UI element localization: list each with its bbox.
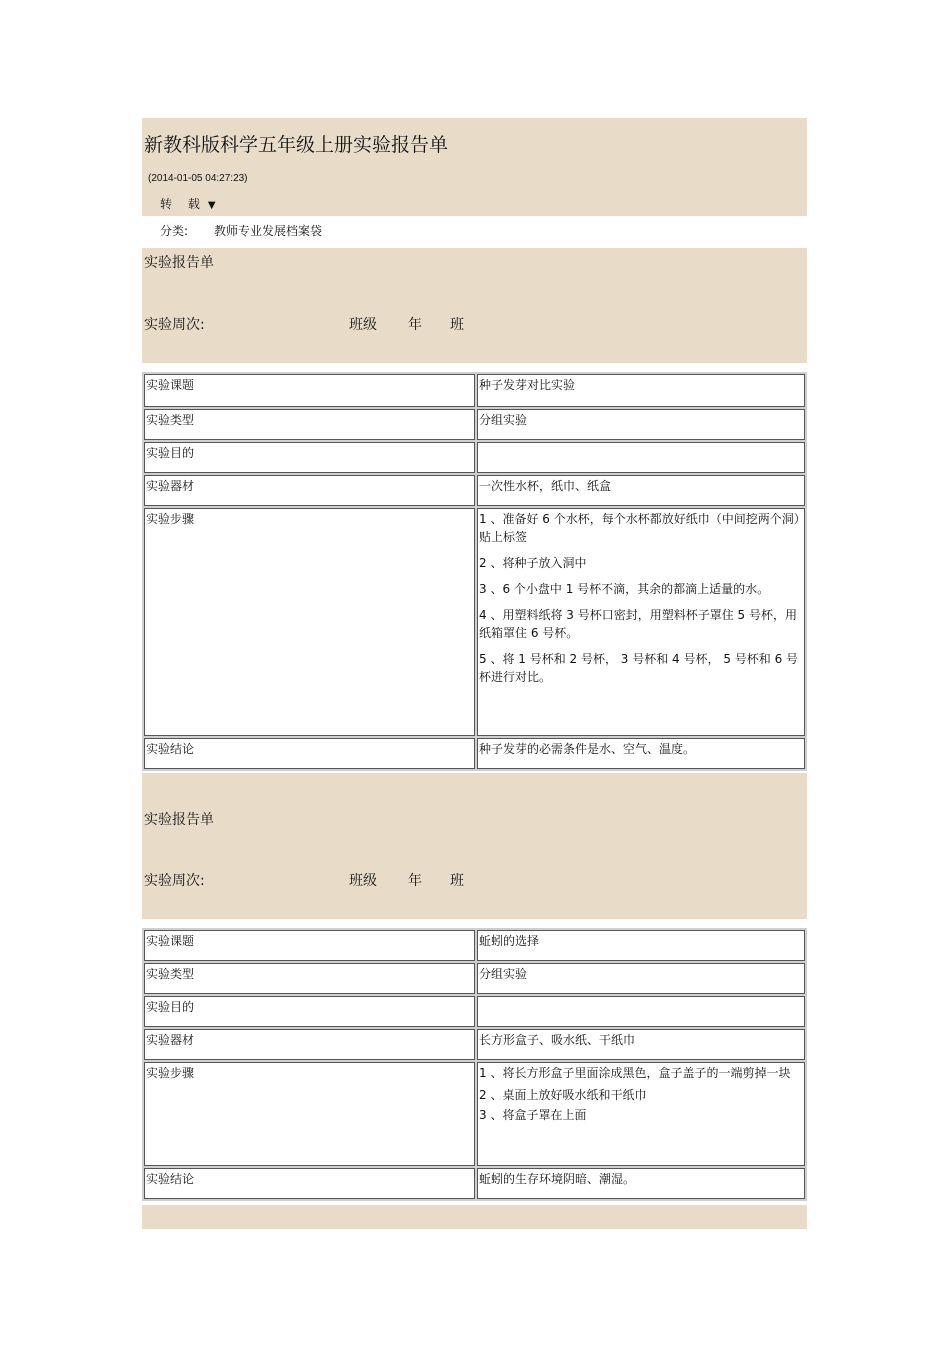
report-table [142,928,807,1201]
table-row [144,996,805,1027]
row-value: 一次性水杯，纸巾、纸盒 [477,475,805,506]
article-title: 新教科版科学五年级上册实验报告单 [144,134,449,156]
row-value [477,996,805,1027]
row-value: 蚯蚓的生存环境阴暗、潮湿。 [477,1168,805,1199]
row-value: 种子发芽的必需条件是水、空气、温度。 [477,738,805,769]
table-row [144,475,805,506]
article-header [142,118,807,216]
step-item: 4 、用塑料纸将 3 号杯口密封，用塑料杯子罩住 5 号杯，用纸箱罩住 6 号杯。 [479,608,797,640]
steps-cell [477,1062,805,1166]
step-item: 1 、准备好 6 个水杯，每个水杯都放好纸巾（中间挖两个洞）贴上标签 [479,512,800,544]
step-item: 5 、将 1 号杯和 2 号杯， 3 号杯和 4 号杯， 5 号杯和 6 号杯进行对比。 [479,652,799,684]
row-key: 实验课题 [144,374,475,407]
row-key: 实验课题 [144,930,475,961]
week-label: 实验周次: [144,317,205,333]
row-key: 实验步骤 [144,508,475,736]
report-table [142,372,807,771]
table-row [144,442,805,473]
table-row [144,1029,805,1060]
row-key: 实验器材 [144,475,475,506]
row-value: 分组实验 [477,409,805,440]
table-row [144,738,805,769]
table-row [144,374,805,407]
report-header [142,248,807,363]
row-key: 实验步骤 [144,1062,475,1166]
table-row [144,1062,805,1166]
step-item: 1 、将长方形盒子里面涂成黑色，盒子盖子的一端剪掉一块 [479,1066,791,1080]
step-item: 3 、6 个小盘中 1 号杯不滴，其余的都滴上适量的水。 [479,582,770,596]
category-link[interactable]: 教师专业发展档案袋 [214,224,323,238]
row-key: 实验目的 [144,442,475,473]
week-label: 实验周次: [144,873,205,889]
step-item: 2 、将种子放入洞中 [479,556,587,570]
step-item: 3 、将盒子罩在上面 [479,1108,587,1122]
row-key: 实验结论 [144,1168,475,1199]
row-value: 长方形盒子、吸水纸、干纸巾 [477,1029,805,1060]
table-row [144,1168,805,1199]
class-label: 班级 [349,317,377,333]
row-key: 实验结论 [144,738,475,769]
row-value: 蚯蚓的选择 [477,930,805,961]
table-row [144,930,805,961]
row-key: 实验器材 [144,1029,475,1060]
ban-label: 班 [450,317,464,333]
row-key: 实验类型 [144,963,475,994]
steps-cell [477,508,805,736]
report-header [142,773,807,919]
category-label: 分类: [160,224,189,238]
footer-band [142,1205,807,1229]
repost-label: 转 载 [160,197,206,211]
article-date: (2014-01-05 04:27:23) [148,173,248,184]
repost-button[interactable] [160,195,216,212]
table-row [144,409,805,440]
table-row [144,963,805,994]
row-value [477,442,805,473]
ban-label: 班 [450,873,464,889]
report-heading: 实验报告单 [144,812,214,828]
row-key: 实验类型 [144,409,475,440]
step-item: 2 、桌面上放好吸水纸和干纸巾 [479,1088,647,1102]
report-heading: 实验报告单 [144,255,214,271]
class-label: 班级 [349,873,377,889]
grade-label: 年 [408,317,422,333]
caret-down-icon: ▼ [207,200,216,211]
category-line [160,222,322,239]
table-row [144,508,805,736]
row-key: 实验目的 [144,996,475,1027]
row-value: 种子发芽对比实验 [477,374,805,407]
row-value: 分组实验 [477,963,805,994]
grade-label: 年 [408,873,422,889]
